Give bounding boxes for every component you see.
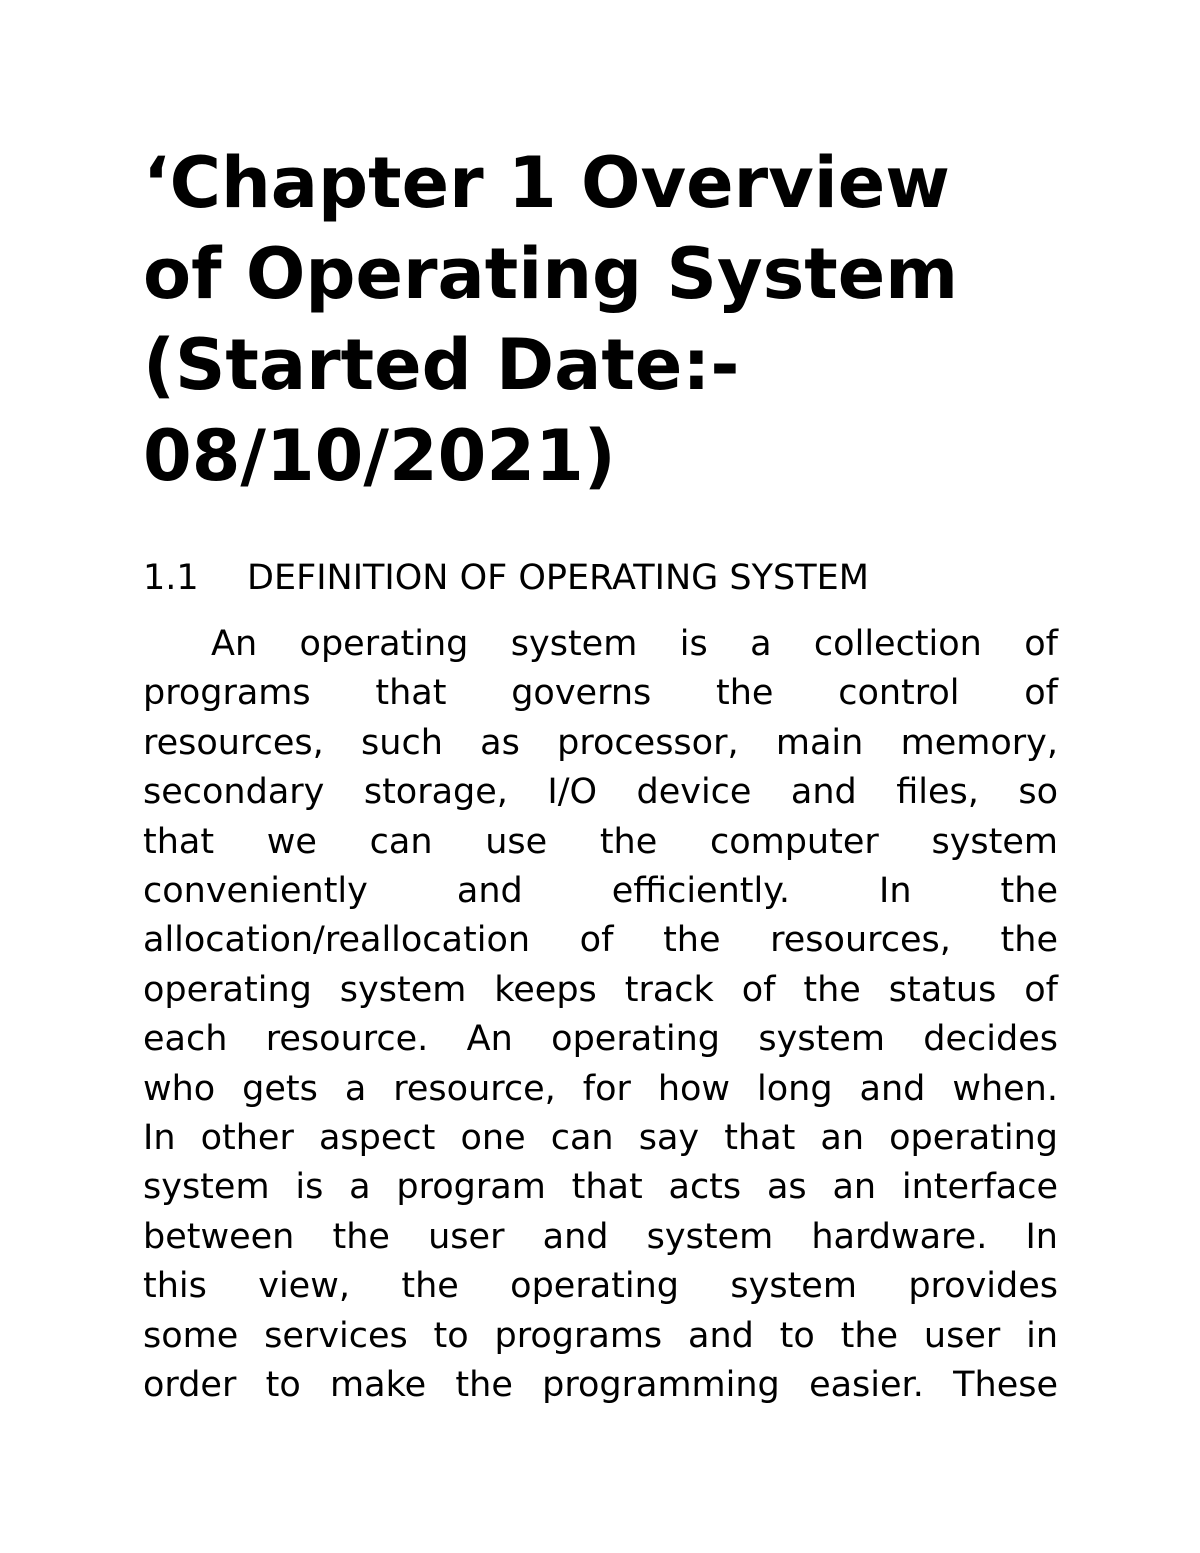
paragraph-line: operating system keeps track of the status of [143,969,1058,1010]
paragraph-line: this view, the operating system provides [143,1266,1058,1307]
chapter-title [143,138,1063,502]
paragraph-line: An operating system is a collection of [211,624,1058,664]
paragraph-line: some services to programs and to the user in [143,1315,1058,1356]
chapter-title-line: 08/10/2021) [143,415,616,497]
paragraph-line: allocation/reallocation of the resources, the [143,920,1058,961]
chapter-title-line: ‘Chapter 1 Overview [143,142,950,224]
section-title: DEFINITION OF OPERATING SYSTEM [247,558,869,598]
paragraph-line: programs that governs the control of [143,673,1058,714]
paragraph-line: each resource. An operating system decides [143,1019,1058,1060]
section-number: 1.1 [143,558,199,598]
paragraph-line: system is a program that acts as an interface [143,1167,1058,1208]
chapter-title-line: (Started Date:- [143,324,740,406]
paragraph-line: In other aspect one can say that an operating [143,1118,1058,1159]
section-heading [143,553,869,603]
chapter-title-line: of Operating System [143,233,959,315]
definition-paragraph [143,620,1058,1411]
paragraph-line: order to make the programming easier. These [143,1365,1058,1406]
paragraph-line: that we can use the computer system [143,821,1058,862]
paragraph-line: secondary storage, I/O device and files, so [143,772,1058,813]
paragraph-line: resources, such as processor, main memory, [143,722,1058,763]
paragraph-line: between the user and system hardware. In [143,1216,1058,1257]
paragraph-line: conveniently and efficiently. In the [143,871,1058,912]
paragraph-line: who gets a resource, for how long and when. [143,1068,1058,1109]
